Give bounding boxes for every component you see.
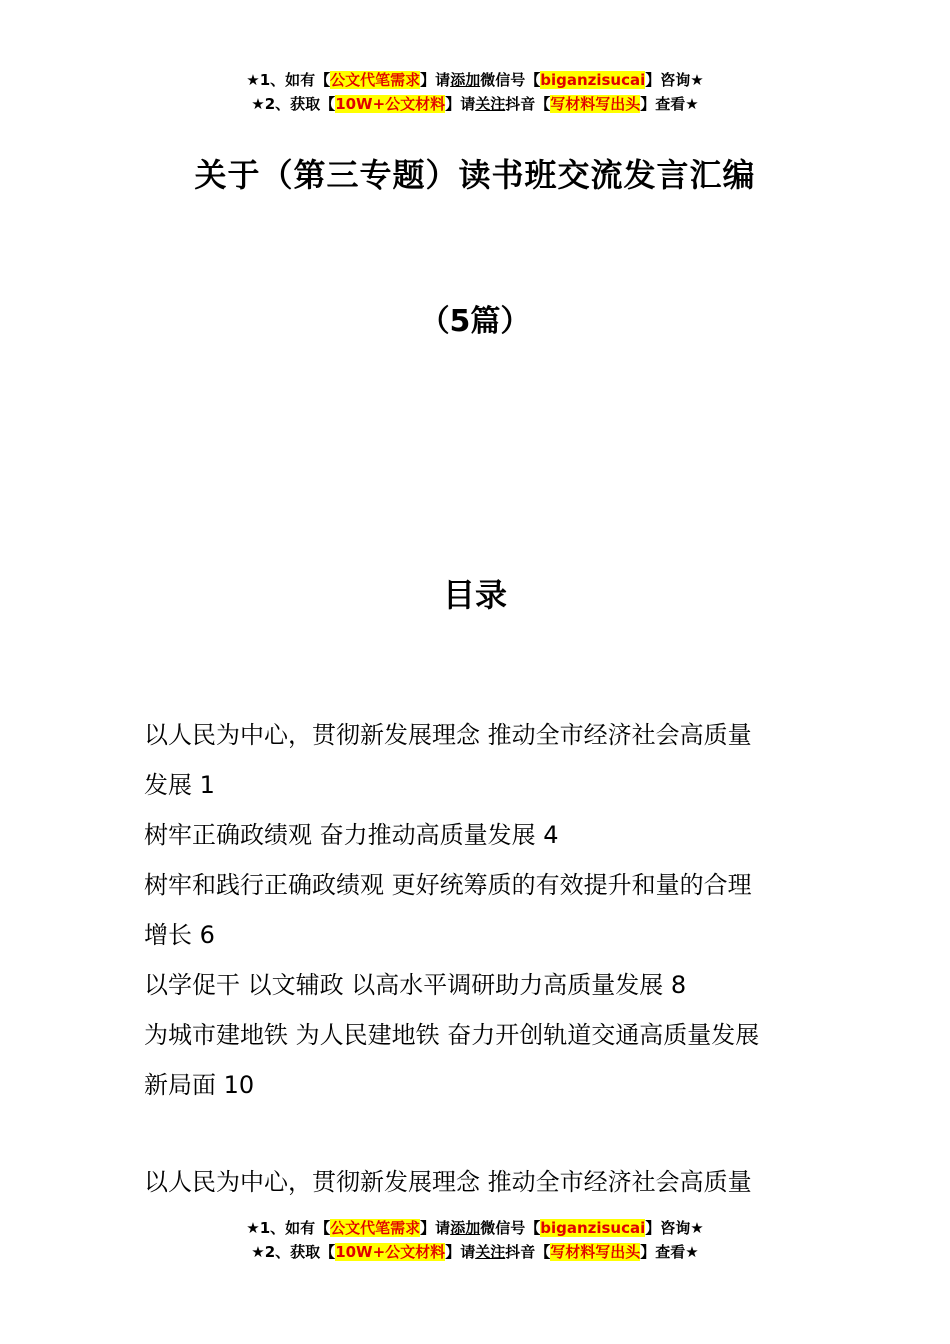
banner-text: 】咨询★ xyxy=(645,71,704,89)
banner-text: ★2、获取【 xyxy=(251,1243,336,1261)
banner-highlight: biganzisucai xyxy=(540,71,646,89)
banner-text: 】请 xyxy=(445,1243,476,1261)
banner-highlight: 10W+公文材料 xyxy=(335,1243,446,1261)
banner-highlight: 10W+公文材料 xyxy=(335,95,446,113)
banner-text: 】请 xyxy=(420,71,451,89)
banner-highlight: 公文代笔需求 xyxy=(330,71,421,89)
banner-line-1 xyxy=(0,1216,950,1240)
banner-highlight: biganzisucai xyxy=(540,1219,646,1237)
banner-underline: 添加 xyxy=(450,1219,481,1237)
banner-underline: 关注 xyxy=(475,95,506,113)
header-banner xyxy=(0,68,950,116)
banner-text: ★1、如有【 xyxy=(246,71,331,89)
toc-line: 新局面 10 xyxy=(144,1071,255,1099)
banner-underline: 添加 xyxy=(450,71,481,89)
banner-text: 】请 xyxy=(420,1219,451,1237)
banner-text: 】查看★ xyxy=(640,95,699,113)
banner-highlight: 写材料写出头 xyxy=(550,95,641,113)
table-of-contents xyxy=(144,710,814,1110)
banner-highlight: 公文代笔需求 xyxy=(330,1219,421,1237)
banner-text: 微信号【 xyxy=(480,71,541,89)
banner-text: ★2、获取【 xyxy=(251,95,336,113)
banner-line-2 xyxy=(0,92,950,116)
banner-text: ★1、如有【 xyxy=(246,1219,331,1237)
banner-line-2 xyxy=(0,1240,950,1264)
footer-banner xyxy=(0,1216,950,1264)
toc-heading: 目录 xyxy=(442,576,507,614)
banner-text: 】查看★ xyxy=(640,1243,699,1261)
banner-highlight: 写材料写出头 xyxy=(550,1243,641,1261)
toc-line: 树牢正确政绩观 奋力推动高质量发展 4 xyxy=(144,821,559,849)
toc-line: 以人民为中心，贯彻新发展理念 推动全市经济社会高质量 xyxy=(144,721,752,749)
toc-line: 为城市建地铁 为人民建地铁 奋力开创轨道交通高质量发展 xyxy=(144,1021,760,1049)
toc-line: 以学促干 以文辅政 以高水平调研助力高质量发展 8 xyxy=(144,971,687,999)
body-first-heading: 以人民为中心，贯彻新发展理念 推动全市经济社会高质量 xyxy=(144,1168,752,1196)
banner-line-1 xyxy=(0,68,950,92)
banner-text: 】咨询★ xyxy=(645,1219,704,1237)
document-title: 关于（第三专题）读书班交流发言汇编 xyxy=(194,156,756,194)
banner-text: 】请 xyxy=(445,95,476,113)
banner-text: 微信号【 xyxy=(480,1219,541,1237)
toc-line: 树牢和践行正确政绩观 更好统筹质的有效提升和量的合理 xyxy=(144,871,752,899)
banner-underline: 关注 xyxy=(475,1243,506,1261)
banner-text: 抖音【 xyxy=(505,95,551,113)
banner-text: 抖音【 xyxy=(505,1243,551,1261)
toc-line: 增长 6 xyxy=(144,921,215,949)
toc-line: 发展 1 xyxy=(144,771,215,799)
document-subtitle: （5篇） xyxy=(419,304,531,339)
